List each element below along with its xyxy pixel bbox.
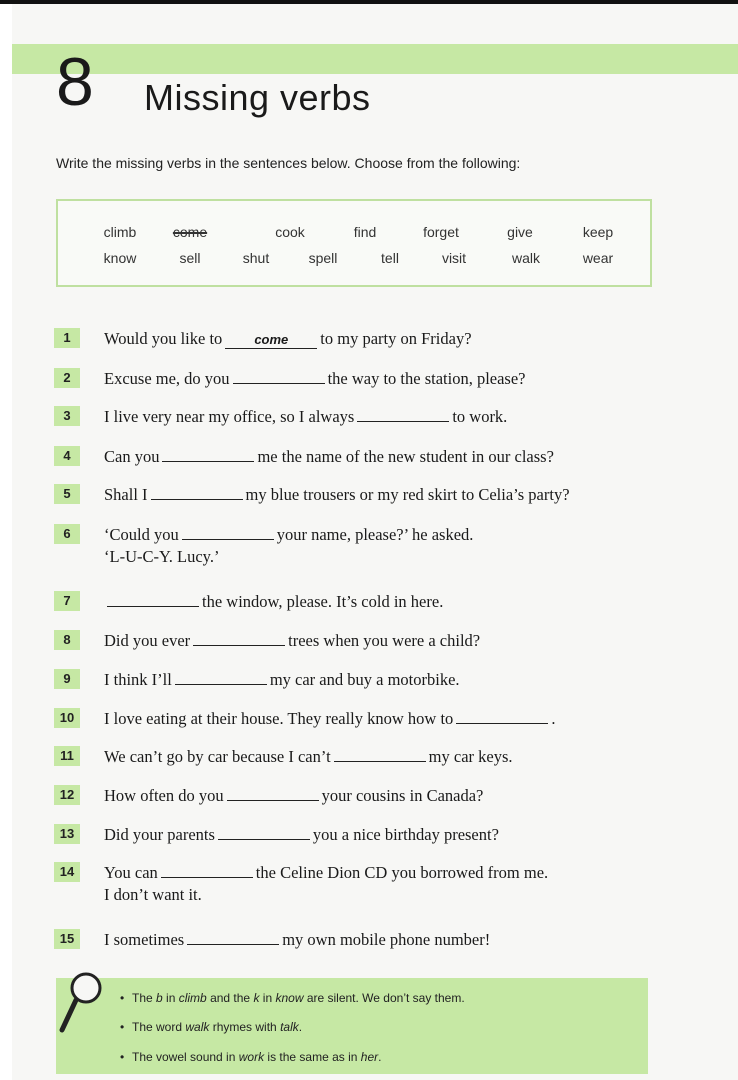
word-tell: tell xyxy=(381,250,399,266)
question-number: 3 xyxy=(54,406,80,426)
tip-item xyxy=(120,1049,381,1065)
word-keep: keep xyxy=(582,224,614,240)
question-line2: ‘L-U-C-Y. Lucy.’ xyxy=(104,547,220,566)
question-after: . xyxy=(551,709,556,728)
tip-text: . xyxy=(378,1050,382,1064)
tip-text: The vowel sound in xyxy=(132,1050,239,1064)
tip-text: are silent. We don’t say them. xyxy=(303,991,465,1005)
answer-blank[interactable]: come xyxy=(225,332,317,349)
answer-blank[interactable] xyxy=(107,592,199,607)
question-after: trees when you were a child? xyxy=(288,631,481,650)
question-after: my blue trousers or my red skirt to Celia’s party? xyxy=(245,485,570,504)
question-text xyxy=(104,929,704,951)
tip-item xyxy=(120,1019,302,1035)
answer-blank[interactable] xyxy=(161,863,253,878)
question-number: 1 xyxy=(54,328,80,348)
question-after: me the name of the new student in our class? xyxy=(257,447,554,466)
question-text xyxy=(104,446,704,468)
question-before: I sometimes xyxy=(104,930,185,949)
word-walk: walk xyxy=(511,250,541,266)
answer-blank[interactable] xyxy=(357,407,449,422)
tip-bullet: • xyxy=(120,1020,125,1034)
tip-text: The xyxy=(132,991,157,1005)
question-before: Did you ever xyxy=(104,631,191,650)
answer-blank[interactable] xyxy=(193,631,285,646)
answer-blank[interactable] xyxy=(334,747,426,762)
question-number: 8 xyxy=(54,630,80,650)
question-text xyxy=(104,785,704,807)
tip-text: . xyxy=(298,1020,303,1034)
answer-blank[interactable] xyxy=(182,525,274,540)
answer-blank[interactable] xyxy=(151,485,243,500)
word-wear: wear xyxy=(582,250,614,266)
question-before: I live very near my office, so I always xyxy=(104,407,355,426)
question-number: 2 xyxy=(54,368,80,388)
question-text xyxy=(104,368,704,390)
question-text xyxy=(104,746,704,768)
question-before: Shall I xyxy=(104,485,148,504)
word-sell: sell xyxy=(179,250,201,266)
question-line2: I don’t want it. xyxy=(104,885,202,904)
question-after: my car and buy a motorbike. xyxy=(269,670,460,689)
question-number: 14 xyxy=(54,862,80,882)
question-text xyxy=(104,862,704,906)
word-come: come xyxy=(172,224,208,240)
tip-text: in xyxy=(259,991,276,1005)
word-give: give xyxy=(507,224,533,240)
question-before: Excuse me, do you xyxy=(104,369,230,388)
question-number: 7 xyxy=(54,591,80,611)
answer-blank[interactable] xyxy=(218,825,310,840)
tip-emphasis: know xyxy=(275,991,304,1005)
tip-emphasis: her xyxy=(360,1050,379,1064)
question-before: We can’t go by car because I can’t xyxy=(104,747,331,766)
instructions: Write the missing verbs in the sentences below. Choose from the following: xyxy=(56,155,521,171)
question-number: 5 xyxy=(54,484,80,504)
question-before: I think I’ll xyxy=(104,670,172,689)
question-number: 13 xyxy=(54,824,80,844)
question-after: my car keys. xyxy=(428,747,513,766)
question-text xyxy=(104,328,704,350)
question-after: you a nice birthday present? xyxy=(312,825,499,844)
question-before: Can you xyxy=(104,447,160,466)
question-before: Did your parents xyxy=(104,825,215,844)
word-box xyxy=(56,199,652,287)
tip-emphasis: talk xyxy=(280,1020,299,1034)
question-before: ‘Could you xyxy=(104,525,179,544)
tip-emphasis: walk xyxy=(185,1020,210,1034)
word-climb: climb xyxy=(103,224,137,240)
tip-item xyxy=(120,990,465,1006)
question-number: 9 xyxy=(54,669,80,689)
tip-emphasis: work xyxy=(238,1050,265,1064)
question-text xyxy=(104,708,704,730)
question-number: 12 xyxy=(54,785,80,805)
word-cook: cook xyxy=(275,224,305,240)
answer-blank[interactable] xyxy=(187,930,279,945)
question-number: 11 xyxy=(54,746,80,766)
question-text xyxy=(104,669,704,691)
question-text xyxy=(104,484,704,506)
question-text xyxy=(104,524,704,568)
answer-blank[interactable] xyxy=(456,709,548,724)
question-before: Would you like to xyxy=(104,329,223,348)
question-text xyxy=(104,591,704,613)
tip-text: and the xyxy=(206,991,254,1005)
question-after: to my party on Friday? xyxy=(320,329,472,348)
question-text xyxy=(104,630,704,652)
word-know: know xyxy=(103,250,137,266)
tip-emphasis: b xyxy=(156,991,163,1005)
answer-blank[interactable] xyxy=(162,447,254,462)
word-visit: visit xyxy=(441,250,467,266)
unit-number: 8 xyxy=(56,44,94,120)
question-after: the Celine Dion CD you borrowed from me. xyxy=(255,863,549,882)
question-number: 4 xyxy=(54,446,80,466)
question-number: 6 xyxy=(54,524,80,544)
question-after: your name, please?’ he asked. xyxy=(276,525,474,544)
tip-bullet: • xyxy=(120,991,125,1005)
header-band xyxy=(12,44,738,74)
word-forget: forget xyxy=(423,224,459,240)
question-after: your cousins in Canada? xyxy=(321,786,484,805)
tip-emphasis: k xyxy=(253,991,260,1005)
answer-blank[interactable] xyxy=(233,369,325,384)
tip-bullet: • xyxy=(120,1050,125,1064)
question-before: I love eating at their house. They really know how to xyxy=(104,709,454,728)
magnifier-icon xyxy=(56,970,108,1040)
question-after: to work. xyxy=(452,407,508,426)
word-shut: shut xyxy=(242,250,270,266)
question-number: 15 xyxy=(54,929,80,949)
question-before: You can xyxy=(104,863,158,882)
tip-emphasis: climb xyxy=(178,991,207,1005)
question-text xyxy=(104,824,704,846)
question-number: 10 xyxy=(54,708,80,728)
word-spell: spell xyxy=(308,250,338,266)
answer-blank[interactable] xyxy=(227,786,319,801)
tip-text: rhymes with xyxy=(209,1020,281,1034)
worksheet-page xyxy=(12,4,738,1080)
word-find: find xyxy=(353,224,377,240)
question-after: my own mobile phone number! xyxy=(282,930,491,949)
question-after: the way to the station, please? xyxy=(327,369,526,388)
answer-blank[interactable] xyxy=(175,670,267,685)
unit-title: Missing verbs xyxy=(144,77,371,118)
question-after: the window, please. It’s cold in here. xyxy=(202,592,444,611)
question-before: How often do you xyxy=(104,786,224,805)
tip-text: The word xyxy=(132,1020,186,1034)
tip-text: in xyxy=(162,991,179,1005)
tip-text: is the same as in xyxy=(264,1050,361,1064)
question-text xyxy=(104,406,704,428)
